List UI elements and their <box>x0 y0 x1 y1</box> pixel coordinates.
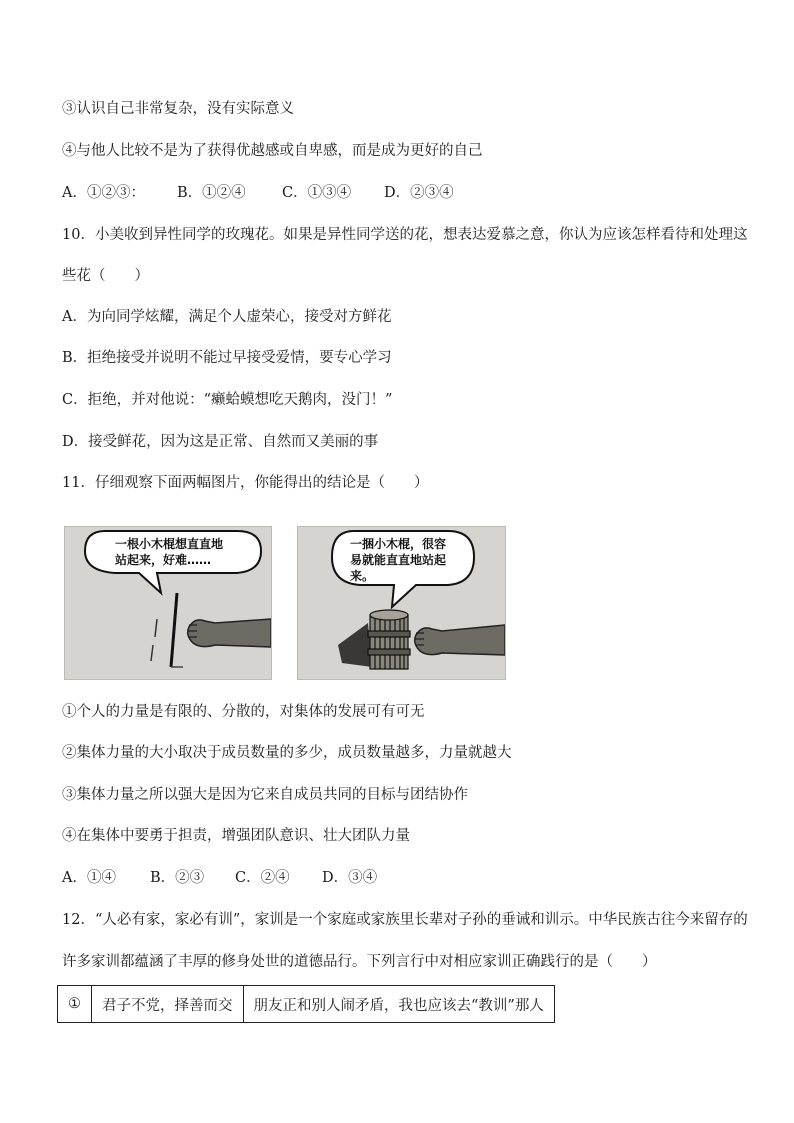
q11-stem: 11．仔细观察下面两幅图片，你能得出的结论是（ ） <box>62 475 429 491</box>
q9-statement-4: ④与他人比较不是为了获得优越感或自卑感，而是成为更好的自己 <box>62 143 483 159</box>
q10-option-b: B．拒绝接受并说明不能过早接受爱情，要专心学习 <box>62 350 392 366</box>
q12-stem-line-1: 12．“人必有家，家必有训”，家训是一个家庭或家族里长辈对子孙的垂诫和训示。中华民族古往今来留存的 <box>62 912 748 928</box>
q9-option-b: B．①②④ <box>177 185 246 201</box>
q10-stem-line-1: 10．小美收到异性同学的玫瑰花。如果是异性同学送的花，想表达爱慕之意，你认为应该怎样看待和处理这 <box>62 227 748 243</box>
bubble-line: 一根小木棍想直直地 <box>115 537 224 551</box>
q11-statement-4: ④在集体中要勇于担责，增强团队意识、壮大团队力量 <box>62 828 410 844</box>
bubble-line: 站起来，好难…… <box>115 553 212 567</box>
bubble-line: 易就能直直地站起 <box>350 553 447 567</box>
q9-options <box>62 183 454 203</box>
q9-statement-3: ③认识自己非常复杂，没有实际意义 <box>62 101 294 117</box>
q9-option-c: C．①③④ <box>282 185 352 201</box>
cartoon-single-stick <box>64 526 272 680</box>
bubble-line: 来。 <box>350 569 375 583</box>
q10-option-d: D．接受鲜花，因为这是正常、自然而又美丽的事 <box>62 434 379 450</box>
stick-icon <box>171 593 177 667</box>
q11-statement-1: ①个人的力量是有限的、分散的，对集体的发展可有可无 <box>62 704 425 720</box>
q11-statement-3: ③集体力量之所以强大是因为它来自成员共同的目标与团结协作 <box>62 787 468 803</box>
cartoon-stick-bundle-drawing <box>298 527 505 679</box>
q11-option-b: B．②③ <box>150 870 205 886</box>
motion-line <box>151 645 153 661</box>
cartoon-single-stick-drawing <box>65 527 271 679</box>
q11-option-d: D．③④ <box>322 870 378 886</box>
q11-option-a: A．①④ <box>62 870 116 886</box>
q9-option-a: A．①②③： <box>62 185 145 201</box>
q11-statement-2: ②集体力量的大小取决于成员数量的多少，成员数量越多，力量就越大 <box>62 745 512 761</box>
q10-option-a: A．为向同学炫耀，满足个人虚荣心，接受对方鲜花 <box>62 309 392 325</box>
q9-option-d: D．②③④ <box>384 185 454 201</box>
table-cell-number: ① <box>58 986 92 1023</box>
q10-stem-line-2: 些花（ ） <box>62 268 149 284</box>
table-cell-motto: 君子不党，择善而交 <box>92 986 244 1023</box>
q11-option-c: C．②④ <box>235 870 290 886</box>
cartoon-stick-bundle <box>297 526 506 680</box>
q12-table <box>57 985 555 1023</box>
table-row <box>58 986 555 1023</box>
shadow-shape <box>338 623 372 667</box>
bubble-line: 一捆小木棍，很容 <box>350 537 447 551</box>
hand-icon <box>415 625 505 655</box>
q10-option-c: C．拒绝，并对他说：“癞蛤蟆想吃天鹅肉，没门！” <box>62 392 393 408</box>
q12-stem-line-2: 许多家训都蕴涵了丰厚的修身处世的道德品行。下列言行中对相应家训正确践行的是（ ） <box>62 954 657 970</box>
q11-options <box>62 868 377 888</box>
hand-icon <box>188 619 271 647</box>
table-cell-action: 朋友正和别人闹矛盾，我也应该去“教训”那人 <box>243 986 554 1023</box>
stick-bundle-icon <box>368 610 410 669</box>
motion-line <box>155 619 157 637</box>
